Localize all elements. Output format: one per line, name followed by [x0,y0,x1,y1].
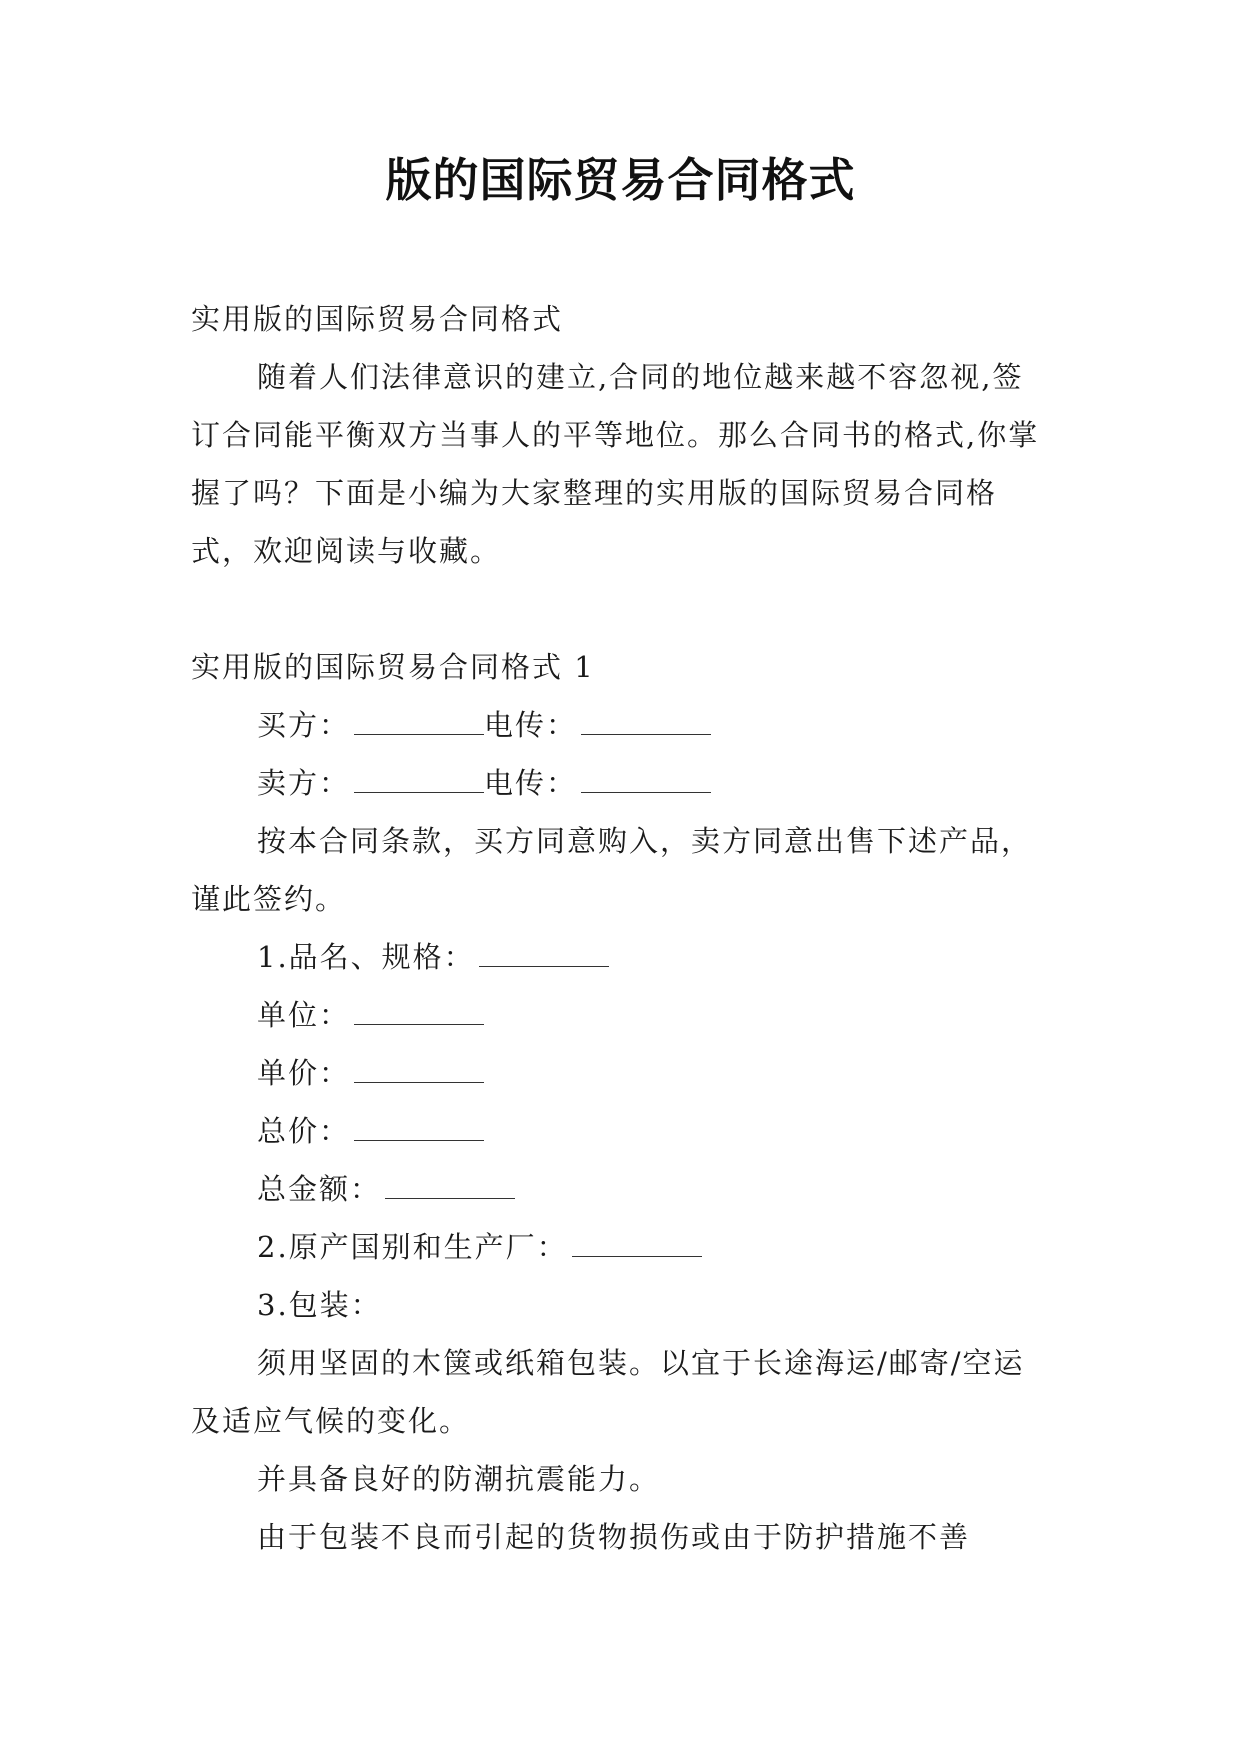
total-price-label: 总价： [257,1114,351,1148]
buyer-line [191,696,1051,754]
agreement-paragraph: 按本合同条款，买方同意购入，卖方同意出售下述产品，谨此签约。 [191,824,1033,916]
document-body [191,290,1051,1566]
packing-paragraph-1: 须用坚固的木箧或纸箱包装。以宜于长途海运/邮寄/空运及适应气候的变化。 [191,1346,1025,1438]
item2-blank [572,1226,702,1257]
total-price-line [191,1102,1051,1160]
unit-price-label: 单价： [257,1056,351,1090]
buyer-label: 买方： [257,708,351,742]
seller-fax-label: 电传： [484,766,578,800]
intro-paragraph: 随着人们法律意识的建立,合同的地位越来越不容忽视,签订合同能平衡双方当事人的平等地位。那么合同书的格式,你掌握了吗？下面是小编为大家整理的实用版的国际贸易合同格式，欢迎阅读与收藏。 [191,360,1040,568]
total-price-blank [354,1110,484,1141]
buyer-fax-blank [581,704,711,735]
spacer [191,580,1051,638]
item2-label: 2.原产国别和生产厂： [257,1230,568,1264]
total-amount-blank [385,1168,515,1199]
unit-label: 单位： [257,998,351,1032]
seller-line [191,754,1051,812]
item1-line [191,928,1051,986]
unit-blank [354,994,484,1025]
packing-paragraph-3: 由于包装不良而引起的货物损伤或由于防护措施不善 [257,1520,971,1554]
unit-price-line [191,1044,1051,1102]
item1-blank [479,936,609,967]
item2-line [191,1218,1051,1276]
item1-label: 1.品名、规格： [257,940,475,974]
unit-price-blank [354,1052,484,1083]
item3-line: 3.包装： [257,1288,382,1322]
packing-paragraph-2: 并具备良好的防潮抗震能力。 [257,1462,661,1496]
seller-blank [354,762,484,793]
unit-line [191,986,1051,1044]
buyer-fax-label: 电传： [484,708,578,742]
buyer-blank [354,704,484,735]
document-title: 版的国际贸易合同格式 [385,153,856,207]
total-amount-label: 总金额： [257,1172,382,1206]
section-heading: 实用版的国际贸易合同格式 1 [191,650,595,684]
seller-label: 卖方： [257,766,351,800]
subtitle: 实用版的国际贸易合同格式 [191,302,564,336]
total-amount-line [191,1160,1051,1218]
seller-fax-blank [581,762,711,793]
